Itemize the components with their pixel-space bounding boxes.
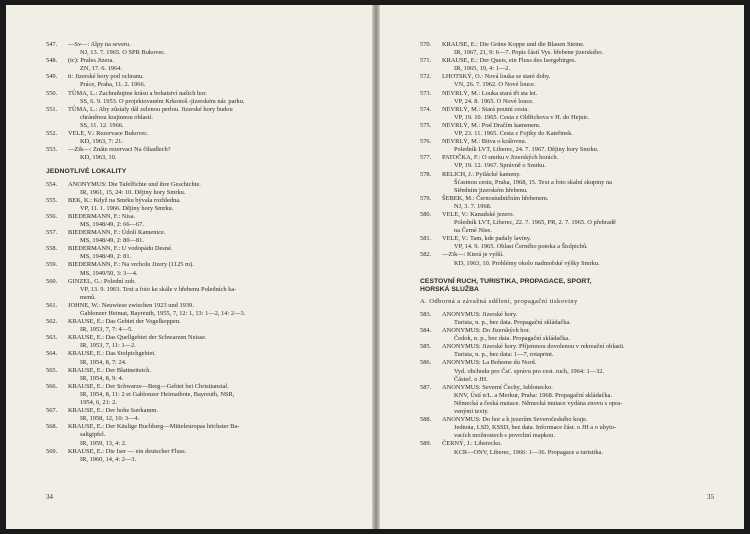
entry-number: 568.	[46, 423, 58, 431]
entry-number: 570.	[420, 41, 432, 48]
entry-title-line: TŮMA, L.: Aby zůstaly dál zelenou perlou. Jizerské hory budou	[68, 105, 233, 113]
bibliography-entry	[420, 343, 734, 359]
entry-number: 579.	[420, 194, 432, 202]
entry-number: 574.	[420, 105, 432, 113]
bibliography-entry	[46, 130, 364, 146]
entry-title-line: ANONYMUS: Do hor a k jezerům Severočeského kraje.	[442, 416, 588, 424]
entry-number: 578.	[420, 170, 432, 178]
entry-detail-line: NJ, 13. 7. 1965. O SPR Bukovec.	[80, 49, 166, 57]
entry-detail-line: SS, 11. 12. 1966.	[80, 121, 124, 129]
entry-number: 577.	[420, 154, 432, 162]
entry-number: 556.	[46, 212, 58, 220]
entry-number: 554.	[46, 180, 58, 188]
entry-title-line: (tc): Prales Jizera.	[68, 57, 114, 65]
heading-line: HORSKÁ SLUŽBA	[420, 285, 479, 293]
entry-detail-line: VP, 13. 9. 1963. Text a foto ke skále v hřebenu Poledních ka-	[80, 285, 237, 293]
left-entries-top	[46, 41, 364, 162]
entry-title-line: VELE, V.: Rezervace Bukovec.	[68, 130, 149, 138]
entry-detail-line: IR, 1967, 21, 9: 6—7. Popis částí Vys. hřebene jizerského.	[454, 49, 604, 57]
entry-number: 576.	[420, 138, 432, 146]
bibliography-entry	[46, 383, 364, 407]
bibliography-entry	[46, 318, 364, 334]
entry-number: 560.	[46, 277, 58, 285]
entry-title-line: KRAUSE, E.: Das Gebiet der Vogelkoppen.	[68, 318, 181, 326]
entry-detail-line: KD, 1963, 10. Problémy okolo nadmořské výšky Smrku.	[454, 259, 600, 267]
entry-title-line: ANONYMUS: Do Jizerských hor.	[442, 327, 531, 335]
entry-detail-line: SS, 6. 9. 1953. O projektovaném Krkonoš.-jizerském nár. parku.	[80, 97, 245, 105]
entry-detail-line: MS, 1948/49, 2: 81.	[80, 253, 132, 261]
bibliography-entry	[420, 171, 734, 195]
bibliography-entry	[46, 229, 364, 245]
page-number-right: 35	[707, 493, 714, 501]
entry-title-line: NEVRLÝ, M.: Louka stará tři sta let.	[442, 89, 538, 97]
entry-number: 559.	[46, 261, 58, 269]
entry-title-line: JOHNE, W.: Neuwiese zwischen 1923 und 1939.	[68, 301, 194, 309]
entry-detail-line: IR, 1954, 8, 11: 2 et Gablonzer Heimatbote, Bayreuth, NSR,	[80, 390, 235, 398]
bibliography-entry	[46, 181, 364, 197]
entry-number: 572.	[420, 73, 432, 81]
bibliography-entry	[46, 278, 364, 302]
entry-title-line: KRAUSE, E.: Der hohe Iserkamm.	[68, 407, 158, 415]
entry-title-line: BIEDERMANN, F.: Na vrcholu Jizery (1125 m).	[68, 261, 194, 269]
bibliography-entry	[420, 251, 734, 267]
bibliography-entry	[420, 235, 734, 251]
entry-number: 558.	[46, 245, 58, 253]
entry-number: 580.	[420, 210, 432, 218]
entry-title-line: KRAUSE, E.: Das Quellgebiet der Schwarzen Neisse.	[68, 334, 207, 342]
entry-number: 555.	[46, 196, 58, 204]
entry-detail-line: IR, 1959, 13, 4: 2.	[80, 439, 127, 447]
entry-detail-line: chráněnou krajinnou oblastí.	[80, 113, 153, 121]
entry-number: 565.	[46, 366, 58, 374]
entry-number: 562.	[46, 318, 58, 326]
book-spread	[6, 5, 744, 529]
bibliography-entry	[46, 334, 364, 350]
entry-number: 561.	[46, 301, 58, 309]
entry-title-line: KRAUSE, E.: Der Queis, ein Fluss des Isergebirges.	[442, 57, 577, 65]
entry-title-line: KRAUSE, E.: Der Blattneiteich.	[68, 366, 152, 374]
entry-number: 557.	[46, 229, 58, 237]
entry-title-line: KRAUSE, E.: Das Stolpichgebiet.	[68, 350, 156, 358]
entry-detail-line: Turista, n. p., bez data. Propagační skládačka.	[454, 319, 571, 326]
right-entries	[420, 311, 734, 457]
entry-detail-line: na Černé Nise.	[454, 227, 492, 235]
page-number-left: 34	[46, 493, 53, 501]
entry-detail-line: IR, 1961, 15, 24: 10. Dějiny hory Smrku.	[80, 188, 186, 196]
bibliography-entry	[420, 154, 734, 170]
entry-detail-line: Poledník LVT, Liberec, 22. 7. 1965, PR, 2. 7. 1965. O přehradě	[454, 219, 616, 227]
entry-title-line: ANONYMUS: Severní Čechy, Jablonecko.	[442, 383, 553, 391]
entry-number: 564.	[46, 350, 58, 358]
entry-detail-line: venými texty.	[454, 408, 489, 416]
entry-number: 566.	[46, 382, 58, 390]
bibliography-entry	[420, 359, 734, 383]
entry-number: 563.	[46, 334, 58, 342]
bibliography-entry	[46, 407, 364, 423]
entry-number: 585.	[420, 343, 432, 351]
entry-number: 582.	[420, 251, 432, 259]
entry-title-line: GINZEL, G.: Polední zub.	[68, 277, 136, 285]
entry-title-line: ŠEBEK, M.: Černostudničním hřebenem.	[442, 194, 549, 202]
entry-detail-line: MS, 1948/49, 2: 80—81.	[80, 237, 144, 245]
entry-number: 589.	[420, 440, 432, 448]
bibliography-entry	[420, 327, 734, 343]
entry-detail-line: IR, 1954, 8, 9: 4.	[80, 374, 124, 382]
bibliography-entry	[420, 106, 734, 122]
bibliography-entry	[420, 122, 734, 138]
left-entries	[46, 181, 364, 464]
entry-detail-line: Vyd. obchodu pro Čsť. správu pro cest. ruch, 1964: 1—32.	[454, 367, 605, 375]
entry-detail-line: VP, 24. 8. 1965. O Nové louce.	[454, 97, 534, 105]
entry-title-line: PATOČKA, F.: O smrku v Jizerských horách.	[442, 154, 559, 162]
entry-number: 588.	[420, 416, 432, 424]
heading-line: CESTOVNÍ RUCH, TURISTIKA, PROPAGACE, SPORT,	[420, 277, 592, 285]
bibliography-entry	[420, 384, 734, 416]
entry-detail-line: menů.	[80, 293, 96, 301]
entry-detail-line: VP, 19. 10. 1965. Cesta z Oldřichova v H. do Hejnic.	[454, 113, 590, 121]
bibliography-entry	[420, 440, 734, 456]
bibliography-entry	[46, 197, 364, 213]
right-entries-top	[420, 41, 734, 268]
bibliography-entry	[46, 302, 364, 318]
entry-detail-line: Čedok, n. p., bez data. Propagační skládačka.	[454, 335, 570, 343]
entry-detail-line: IR, 1965, 19, 4: 1—2.	[454, 65, 511, 73]
entry-detail-line: KD, 1963, 7: 21.	[80, 138, 123, 146]
bibliography-entry	[420, 41, 734, 57]
entry-title-line: KRAUSE, E.: Die Iser — ein deutscher Fluss.	[68, 447, 187, 455]
section-heading-cestovni-ruch	[420, 278, 734, 294]
entry-number: 553.	[46, 146, 58, 154]
entry-number: 549.	[46, 73, 58, 81]
entry-title-line: NEVRLÝ, M.: Pod Dračím kamenem.	[442, 121, 541, 129]
entry-detail-line: Středním jizerském hřebenu.	[454, 186, 528, 194]
entry-detail-line: Turista, n. p., bez data: 1—7, rotaprint.	[454, 351, 554, 359]
entry-number: 569.	[46, 447, 58, 455]
entry-title-line: ANONYMUS: La Boheme du Nord.	[442, 359, 537, 367]
bibliography-entry	[46, 245, 364, 261]
entry-detail-line: MS, 1948/49, 2: 66—67.	[80, 220, 144, 228]
entry-detail-line: IR, 1953, 7, 7: 4—5.	[80, 326, 133, 334]
entry-title-line: ti: Jizerské hory pod ochranu.	[68, 73, 144, 81]
entry-detail-line: VP, 23. 11. 1965. Cesta z Fojtky do Kateřinek.	[454, 130, 573, 138]
entry-number: 575.	[420, 121, 432, 129]
entry-detail-line: KD, 1963, 10.	[80, 154, 117, 162]
entry-title-line: TŮMA, L.: Zachraňujme krásu a bohatství našich hor.	[68, 89, 207, 97]
bibliography-entry	[46, 41, 364, 57]
entry-detail-line: ZN, 17. 6. 1964.	[80, 65, 123, 73]
left-page	[6, 5, 374, 529]
bibliography-entry	[46, 261, 364, 277]
right-column	[420, 41, 734, 457]
entry-detail-line: 1954, 6, 21: 2.	[80, 399, 117, 407]
entry-detail-line: VP, 14. 9. 1965. Oblast Černého potoka a Štolpichů.	[454, 243, 588, 251]
entry-number: 586.	[420, 359, 432, 367]
entry-title-line: LHOTSKÝ, O.: Nová louka se staré doby.	[442, 73, 551, 81]
entry-detail-line: KNV, Ústí n/L. a Merkur, Praha: 1968. Propagační skládačka.	[454, 391, 613, 399]
bibliography-entry	[46, 350, 364, 366]
bibliography-entry	[420, 195, 734, 211]
entry-title-line: ANONYMUS: Die Tafelfichte und ihre Geschichte.	[68, 180, 201, 188]
entry-detail-line: Práce, Praha, 11. 2. 1966.	[80, 81, 146, 89]
entry-title-line: —Sv—: Alpy na severu.	[68, 41, 131, 48]
bibliography-entry	[46, 73, 364, 89]
entry-number: 550.	[46, 89, 58, 97]
bibliography-entry	[46, 57, 364, 73]
section-heading-lokality: JEDNOTLIVÉ LOKALITY	[46, 168, 127, 176]
entry-number: 581.	[420, 235, 432, 243]
entry-title-line: RELICH, J.: Pytlácké kameny.	[442, 170, 521, 178]
bibliography-entry	[46, 423, 364, 447]
entry-number: 551.	[46, 105, 58, 113]
entry-detail-line: IR, 1960, 14, 4: 2—3.	[80, 455, 137, 463]
bibliography-entry	[420, 211, 734, 235]
section-subheading: A. Odborná a závažná sdělení, propagační tiskoviny	[420, 297, 578, 305]
entry-title-line: KRAUSE, E.: Die Grüne Koppe und die Blauen Steine.	[442, 41, 585, 48]
entry-number: 552.	[46, 130, 58, 138]
left-column	[46, 41, 364, 464]
entry-title-line: BIEDERMANN, F.: U vodopádu Desné.	[68, 245, 173, 253]
bibliography-entry	[46, 213, 364, 229]
bibliography-entry	[46, 367, 364, 383]
entry-number: 587.	[420, 383, 432, 391]
bibliography-entry	[46, 146, 364, 162]
entry-number: 548.	[46, 57, 58, 65]
bibliography-entry	[46, 106, 364, 130]
entry-detail-line: Částeč. o JH.	[454, 375, 488, 383]
entry-number: 571.	[420, 57, 432, 65]
entry-number: 547.	[46, 41, 58, 48]
entry-detail-line: KCR—ONV, Liberec, 1966: 1—36. Propagace a turistika.	[454, 448, 603, 456]
entry-detail-line: IR, 1953, 7, 11: 1—2.	[80, 342, 136, 350]
entry-title-line: NEVRLÝ, M.: Stará poutní cesta.	[442, 105, 529, 113]
entry-detail-line: VN, 26. 7. 1962. O Nové louce.	[454, 81, 536, 89]
entry-title-line: —Zik—: Znáte rezervaci Na čihadlech?	[68, 146, 171, 154]
right-page	[376, 5, 744, 529]
entry-detail-line: NJ, 3. 7. 1968.	[454, 202, 492, 210]
entry-detail-line: MS, 1949/50, 3: 3—4.	[80, 269, 138, 277]
bibliography-entry	[420, 57, 734, 73]
entry-detail-line: VP, 11. 1. 1966. Dějiny hory Smrku.	[80, 204, 174, 212]
entry-number: 583.	[420, 310, 432, 318]
entry-detail-line: VP, 19. 12. 1967. Správně o Smrku.	[454, 162, 546, 170]
entry-number: 584.	[420, 327, 432, 335]
entry-title-line: KRAUSE, E.: Der Käulige Buchberg—Mitteleuropas höchster Ba-	[68, 423, 240, 431]
bibliography-entry	[420, 90, 734, 106]
entry-title-line: NEVRLÝ, M.: Bitva o královnu.	[442, 138, 527, 146]
entry-title-line: ČERNÝ, J.: Liberecko.	[442, 440, 502, 448]
entry-title-line: BIEDERMANN, F.: Údolí Kamenice.	[68, 229, 166, 237]
entry-title-line: ANONYMUS: Jizerské hory. Příjemnou dovolenou v rekreační oblasti.	[442, 343, 625, 351]
entry-title-line: VELE, V.: Kanadské jezero.	[442, 210, 515, 218]
bibliography-entry	[46, 448, 364, 464]
entry-title-line: ANONYMUS: Jizerské hory.	[442, 310, 518, 318]
bibliography-entry	[420, 138, 734, 154]
entry-detail-line: Německá a česká mutace. Německá mutace vydána znovu s opra-	[454, 399, 623, 407]
entry-detail-line: Šťastnou cestu, Praha, 1968, 15. Text a foto skalní skupiny na	[454, 178, 613, 186]
entry-detail-line: IR, 1958, 12, 10: 3—4.	[80, 415, 140, 423]
entry-detail-line: IR, 1954, 8, 7: 24.	[80, 358, 127, 366]
entry-detail-line: Poledník LVT, Liberec, 24. 7. 1967. Dějiny hory Smrku.	[454, 146, 599, 154]
bibliography-entry	[420, 311, 734, 327]
bibliography-entry	[420, 73, 734, 89]
entry-title-line: VELE, V.: Tam, kde padaly laviny.	[442, 235, 532, 243]
entry-title-line: KRAUSE, E.: Der Schwarze—Berg—Gebiet bei Christianstal.	[68, 382, 229, 390]
entry-title-line: BEK, K.: Když na Smrku bývala rozhledna.	[68, 196, 181, 204]
entry-title-line: BIEDERMANN, F.: Nisa.	[68, 212, 136, 220]
entry-detail-line: Gablonzer Heimat, Bayreuth, 1955, 7, 12: 1, 13: 1—2, 14: 2—3.	[80, 310, 246, 317]
entry-title-line: —Zik—: Která je vyšší.	[442, 251, 504, 259]
entry-number: 567.	[46, 407, 58, 415]
entry-detail-line: saltgipfel.	[80, 431, 106, 439]
entry-detail-line: Jednota, LSD, KSSD, bez data. Informace část. o JH a o ubyto-	[454, 424, 617, 432]
bibliography-entry	[46, 90, 364, 106]
entry-detail-line: vacích možnostech s povrchní mapkou.	[454, 432, 555, 440]
entry-number: 573.	[420, 89, 432, 97]
bibliography-entry	[420, 416, 734, 440]
